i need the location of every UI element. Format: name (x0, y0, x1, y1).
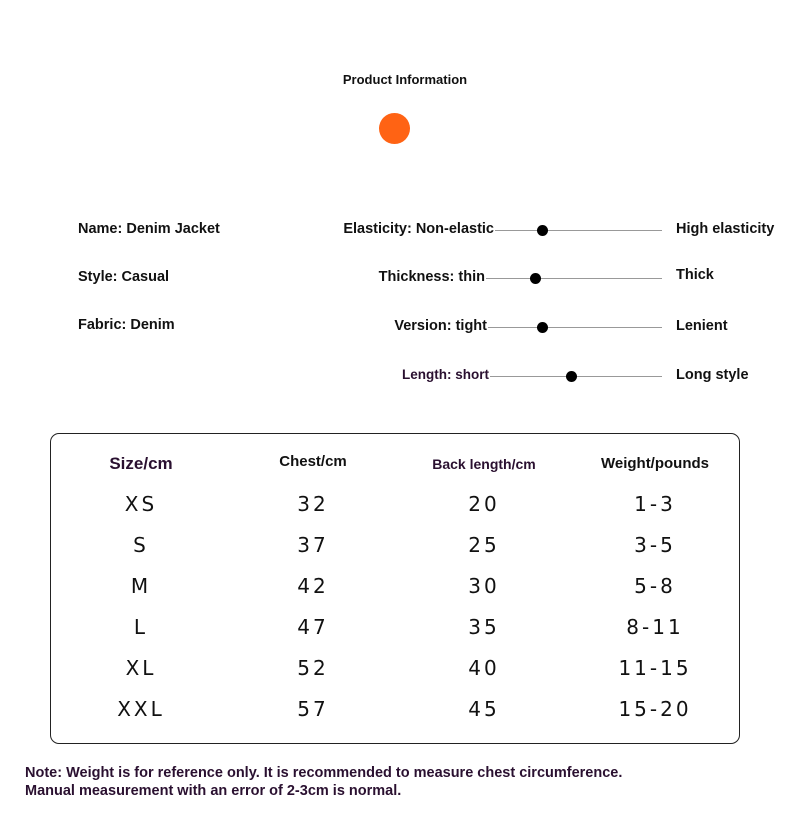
scale-right-label: High elasticity (676, 221, 775, 237)
table-header: Weight/pounds (600, 455, 710, 472)
table-cell: 40 (468, 656, 500, 680)
table-cell: 25 (468, 533, 500, 557)
table-cell: 15-20 (618, 697, 692, 721)
scale-track (495, 230, 662, 231)
table-header: Chest/cm (279, 453, 347, 470)
table-cell: S (133, 533, 149, 557)
table-cell: 37 (297, 533, 329, 557)
table-cell: 8-11 (626, 615, 684, 639)
scale-knob (537, 322, 548, 333)
table-cell: 42 (297, 574, 329, 598)
page-title: Product Information (342, 72, 468, 87)
attribute-name: Name: Denim Jacket (78, 221, 220, 237)
table-header: Size/cm (109, 454, 173, 473)
scale-right-label: Lenient (676, 318, 728, 334)
note-line-2: Manual measurement with an error of 2-3cm is normal. (25, 783, 402, 799)
scale-knob (566, 371, 577, 382)
measurement-note (25, 764, 622, 800)
scale-knob (530, 273, 541, 284)
accent-dot-icon (379, 113, 410, 144)
table-cell: 30 (468, 574, 500, 598)
table-cell: 35 (468, 615, 500, 639)
scale-left-label: Thickness: thin (378, 269, 485, 285)
scale-left-label: Version: tight (394, 318, 487, 334)
attribute-fabric: Fabric: Denim (78, 317, 175, 333)
table-cell: XS (124, 492, 158, 516)
table-cell: 3-5 (634, 533, 676, 557)
size-table (50, 433, 740, 744)
scale-track (486, 278, 662, 279)
scale-knob (537, 225, 548, 236)
table-header: Back length/cm (432, 456, 536, 472)
table-cell: 5-8 (634, 574, 676, 598)
table-cell: 11-15 (618, 656, 692, 680)
scale-track (490, 376, 662, 377)
table-cell: 45 (468, 697, 500, 721)
scale-right-label: Thick (676, 267, 714, 283)
table-cell: 52 (297, 656, 329, 680)
scale-right-label: Long style (676, 367, 749, 383)
table-cell: 57 (297, 697, 329, 721)
note-line-1: Note: Weight is for reference only. It is recommended to measure chest circumference. (25, 765, 623, 781)
table-cell: XXL (117, 697, 165, 721)
table-cell: 32 (297, 492, 329, 516)
table-cell: 1-3 (634, 492, 676, 516)
scale-left-label: Length: short (402, 367, 489, 382)
table-cell: 20 (468, 492, 500, 516)
table-cell: 47 (297, 615, 329, 639)
table-cell: M (130, 574, 152, 598)
scale-track (488, 327, 662, 328)
scale-left-label: Elasticity: Non-elastic (343, 221, 494, 237)
table-cell: XL (125, 656, 157, 680)
table-cell: L (133, 615, 149, 639)
attribute-style: Style: Casual (78, 269, 170, 285)
